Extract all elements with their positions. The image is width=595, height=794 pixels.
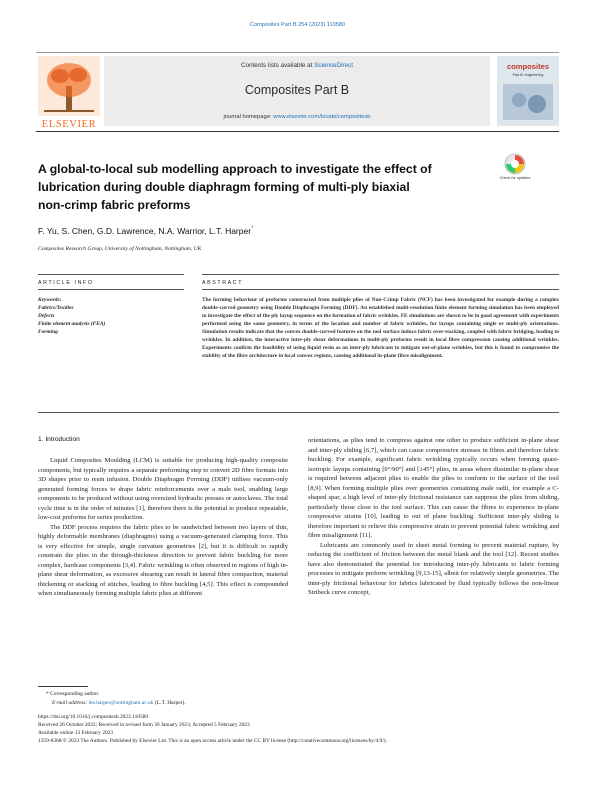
homepage-line — [104, 114, 490, 120]
keyword: Forming — [38, 329, 58, 335]
doi-link[interactable]: https://doi.org/10.1016/j.compositesb.2023.110580 — [38, 714, 149, 720]
article-info-rule — [38, 289, 184, 290]
cover-subtitle: Part B: engineering — [512, 73, 544, 77]
article-info-rule — [38, 274, 184, 275]
abstract-rule — [202, 274, 559, 275]
affiliation: Composites Research Group, University of Nottingham, Nottingham, UK — [38, 246, 202, 252]
keywords-label: Keywords: — [38, 297, 62, 303]
journal-cover-thumbnail[interactable] — [497, 56, 559, 126]
title-line: non-crimp fabric preforms — [38, 198, 191, 212]
paper-title — [38, 160, 468, 214]
contents-line — [104, 62, 490, 69]
title-line: lubrication during double diaphragm forming of multi-ply biaxial — [38, 180, 410, 194]
email-suffix: (L.T. Harper). — [153, 700, 186, 706]
body-column-right — [308, 436, 559, 598]
email-link[interactable]: lee.harper@nottingham.ac.uk — [88, 700, 154, 706]
crossmark-label: Check for updates — [499, 176, 531, 180]
keyword: Defects — [38, 313, 55, 319]
title-line: A global-to-local sub modelling approach to investigate the effect of — [38, 162, 432, 176]
authors: F. Yu, S. Chen, G.D. Lawrence, N.A. Warrior, L.T. Harper — [38, 226, 252, 236]
abstract-heading: ABSTRACT — [202, 280, 244, 286]
section-heading-introduction: 1. Introduction — [38, 436, 80, 443]
abstract-bottom-rule — [38, 412, 559, 413]
body-paragraph: The DDF process requires the fabric plies to be sandwiched between two layers of thin, highly deformable membranes (diaphragms) using a vacuum-generated clamping force. This is very effective for simple, single curvature geometries [2], but it is difficult to rapidly constrain the plies in the through-thickness direction to prevent fabric buckling for more complex, hardcase components [3,4]. Fabric wrinkling is often observed in regions of high in-plane shear deformation, as excessive shearing can result in lateral fibre compaction, material thickening or stacking of stitches, leading to fibre buckling [4,5]. This effect is compounded when simultaneously forming multiple fabric plies at different — [38, 523, 288, 597]
body-paragraph: orientations, as plies tend to compress against one other to produce sufficient in-plane shear and inter-ply sliding [6,7], which can cause compressive stresses in fibres and therefore fabric buckling. For example, significant fabric wrinkling typically occurs when forming quasi-isotropic layups containing [0°/90°] and [±45°] plies, in areas where dissimilar in-plane shear is required between adjacent plies to enable the plies to conform to the surface of the tool [8,9]. When forming multiple plies over geometries containing male radii, for example a C-shaped spar, a high level of inter-ply frictional resistance can suppress the plies from sliding, particularly those close to the tool surface. This can cause the fibres to experience in-plane compressive strains [10], leading to out of plane buckling. Sufficient inter-ply sliding is therefore important to relieve this compressive strain to prevent potential fabric wrinkling and fibre misalignment [11]. — [308, 437, 559, 539]
body-paragraph: Liquid Composites Moulding (LCM) is suitable for producing high-quality composite components, but typically requires a separate preforming step to convert 2D fibre formats into 3D shapes prior to resin infusion. Double Diaphragm Forming (DDF) utilises vacuum-only generated forming forces to drape fabric reinforcements over a male tool, enabling large components to be produced without using oversized hydraulic presses or autoclaves. The total cycle time is in the order of minutes [1], therefore there is the potential to produce repeatable, low-cost preforms for series production. — [38, 457, 288, 521]
homepage-prefix: journal homepage: — [223, 114, 274, 120]
contents-prefix: Contents lists available at — [240, 62, 315, 69]
elsevier-tree-icon — [38, 56, 100, 116]
abstract-rule — [202, 289, 559, 290]
author-list — [38, 226, 253, 236]
elsevier-logo[interactable] — [38, 56, 100, 130]
corresponding-author-mark[interactable]: * — [251, 226, 254, 233]
footnote-rule — [38, 686, 88, 687]
cover-art-icon — [497, 56, 559, 126]
journal-title: Composites Part B — [244, 83, 350, 97]
available-online: Available online 13 February 2023 — [38, 730, 114, 736]
cover-title: composites — [506, 62, 550, 71]
crossmark-icon — [500, 152, 530, 176]
corresponding-author-note: * Corresponding author. — [46, 691, 100, 697]
email-label: E-mail address: — [52, 700, 89, 706]
elsevier-wordmark: ELSEVIER — [41, 119, 97, 130]
journal-reference[interactable]: Composites Part B 254 (2023) 110580 — [249, 22, 346, 28]
homepage-link[interactable]: www.elsevier.com/locate/compositesb — [273, 114, 371, 120]
keyword: Finite element analysis (FEA) — [38, 321, 106, 327]
sciencedirect-link[interactable]: ScienceDirect — [314, 62, 353, 69]
article-info-heading: ARTICLE INFO — [38, 280, 94, 286]
check-for-updates-button[interactable] — [500, 152, 530, 190]
body-paragraph: Lubricants are commonly used in sheet metal forming to prevent material rupture, by reducing the coefficient of friction between the metal blank and the tool [12]. Recent studies have also demonstrated the potential for introducing inter-ply lubricants to fabric forming processes to mitigate preform wrinkling [9,13-15], albeit for relatively simple geometries. The inter-ply frictional behaviour for fabrics lubricated by fluid typically follows the non-linear Stribeck curve concept, — [308, 541, 559, 596]
email-note — [52, 700, 186, 706]
abstract-text: The forming behaviour of preforms constructed from multiple plies of Non-Crimp Fabric (NCF) has been investigated for example during a complex double-curved geometry using Double Diaphragm Forming (DDF). An established multi-resolution finite element forming simulation has been employed to investigate the effect of the ply layup sequence on the formation of fabric wrinkles. FE simulations are shown to be in good agreement with experiments performed using the same geometry, in terms of the location and number of fabric wrinkles, for layups containing single or multi-ply orientations. Simulation results indicate that the convex double-curved features on the tool surface induce fabric over-stacking, coupled with fabric bridging, leading to wrinkles. In addition, the interactive inter-ply shear deformations in multi-ply preforms result in local fibre compression causing additional wrinkles. Experiments confirm the feasibility of using liquid resin as an inter-ply lubricant to mitigate out-of-plane wrinkles, but this is found to compromise the stability of the fibre architecture in local convex regions, causing additional in-plane fibre misalignment. — [202, 297, 559, 359]
keyword: Fabrics/Textiles — [38, 305, 74, 311]
body-column-left — [38, 456, 288, 599]
license-line: 1359-8368/© 2023 The Authors. Published by Elsevier Ltd. This is an open access article under the CC BY license (http://creativecommons.org/licenses/by/4.0/). — [38, 738, 387, 744]
received-dates: Received 26 October 2022; Received in revised form 30 January 2023; Accepted 5 February 2023 — [38, 722, 250, 728]
